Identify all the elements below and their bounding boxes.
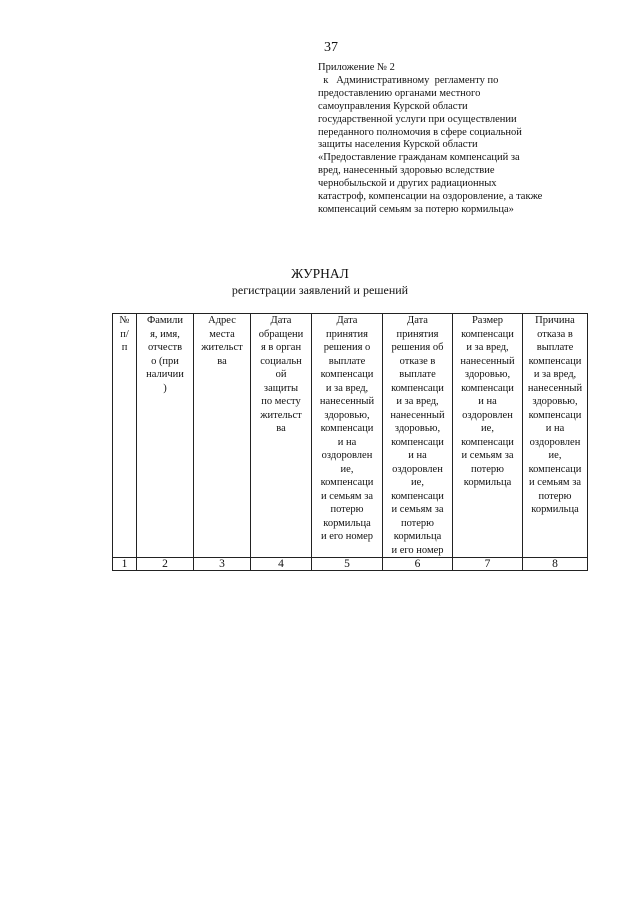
- column-number: 1: [113, 558, 137, 571]
- header-cell-payment-decision-date: Дата принятия решения о выплате компенсаци и за вред, нанесенный здоровью, компенсаци и на оздоровлен ие, компенсаци и семьям за потерю кормильца и его номер: [312, 314, 383, 558]
- header-row: [113, 314, 588, 558]
- annex-line: защиты населения Курской области: [318, 139, 478, 151]
- column-number: 7: [453, 558, 523, 571]
- header-cell-number: № п/ п: [113, 314, 137, 558]
- page-number: 37: [324, 40, 338, 55]
- column-number: 2: [137, 558, 194, 571]
- annex-line: к Административному регламенту по: [318, 74, 499, 86]
- annex-line: катастроф, компенсации на оздоровление, а также: [318, 191, 543, 203]
- header-cell-refusal-reason: Причина отказа в выплате компенсаци и за вред, нанесенный здоровью, компенсаци и на оздоровлен ие, компенсаци и семьям за потерю кормильца: [523, 314, 588, 558]
- annex-line: переданного полномочия в сфере социальной: [318, 126, 522, 138]
- annex-line: Приложение № 2: [318, 62, 395, 73]
- annex-line: самоуправления Курской области: [318, 100, 468, 112]
- annex-line: чернобыльской и других радиационных: [318, 178, 497, 190]
- header-cell-refusal-decision-date: Дата принятия решения об отказе в выплате компенсаци и за вред, нанесенный здоровью, компенсаци и на оздоровлен ие, компенсаци и семьям за потерю кормильца и его номер: [383, 314, 453, 558]
- column-number-row: [113, 558, 588, 571]
- annex-line: вред, нанесенный здоровью вследствие: [318, 165, 495, 177]
- column-number: 4: [251, 558, 312, 571]
- journal-subtitle: регистрации заявлений и решений: [231, 283, 409, 297]
- annex-line: «Предоставление гражданам компенсаций за: [318, 152, 520, 164]
- header-cell-address: Адрес места жительст ва: [194, 314, 251, 558]
- journal-table: [112, 313, 588, 571]
- column-number: 8: [523, 558, 588, 571]
- annex-line: предоставлению органами местного: [318, 87, 481, 99]
- column-number: 6: [383, 558, 453, 571]
- column-number: 5: [312, 558, 383, 571]
- annex-block: [318, 62, 618, 217]
- header-cell-compensation-amount: Размер компенсаци и за вред, нанесенный здоровью, компенсаци и на оздоровлен ие, компенсаци и семьям за потерю кормильца: [453, 314, 523, 558]
- header-cell-full-name: Фамили я, имя, отчеств о (при наличии ): [137, 314, 194, 558]
- annex-line: государственной услуги при осуществлении: [318, 113, 517, 125]
- header-cell-application-date: Дата обращени я в орган социальн ой защиты по месту жительст ва: [251, 314, 312, 558]
- journal-title: ЖУРНАЛ: [291, 266, 349, 281]
- annex-line: компенсаций семьям за потерю кормильца»: [318, 203, 514, 215]
- column-number: 3: [194, 558, 251, 571]
